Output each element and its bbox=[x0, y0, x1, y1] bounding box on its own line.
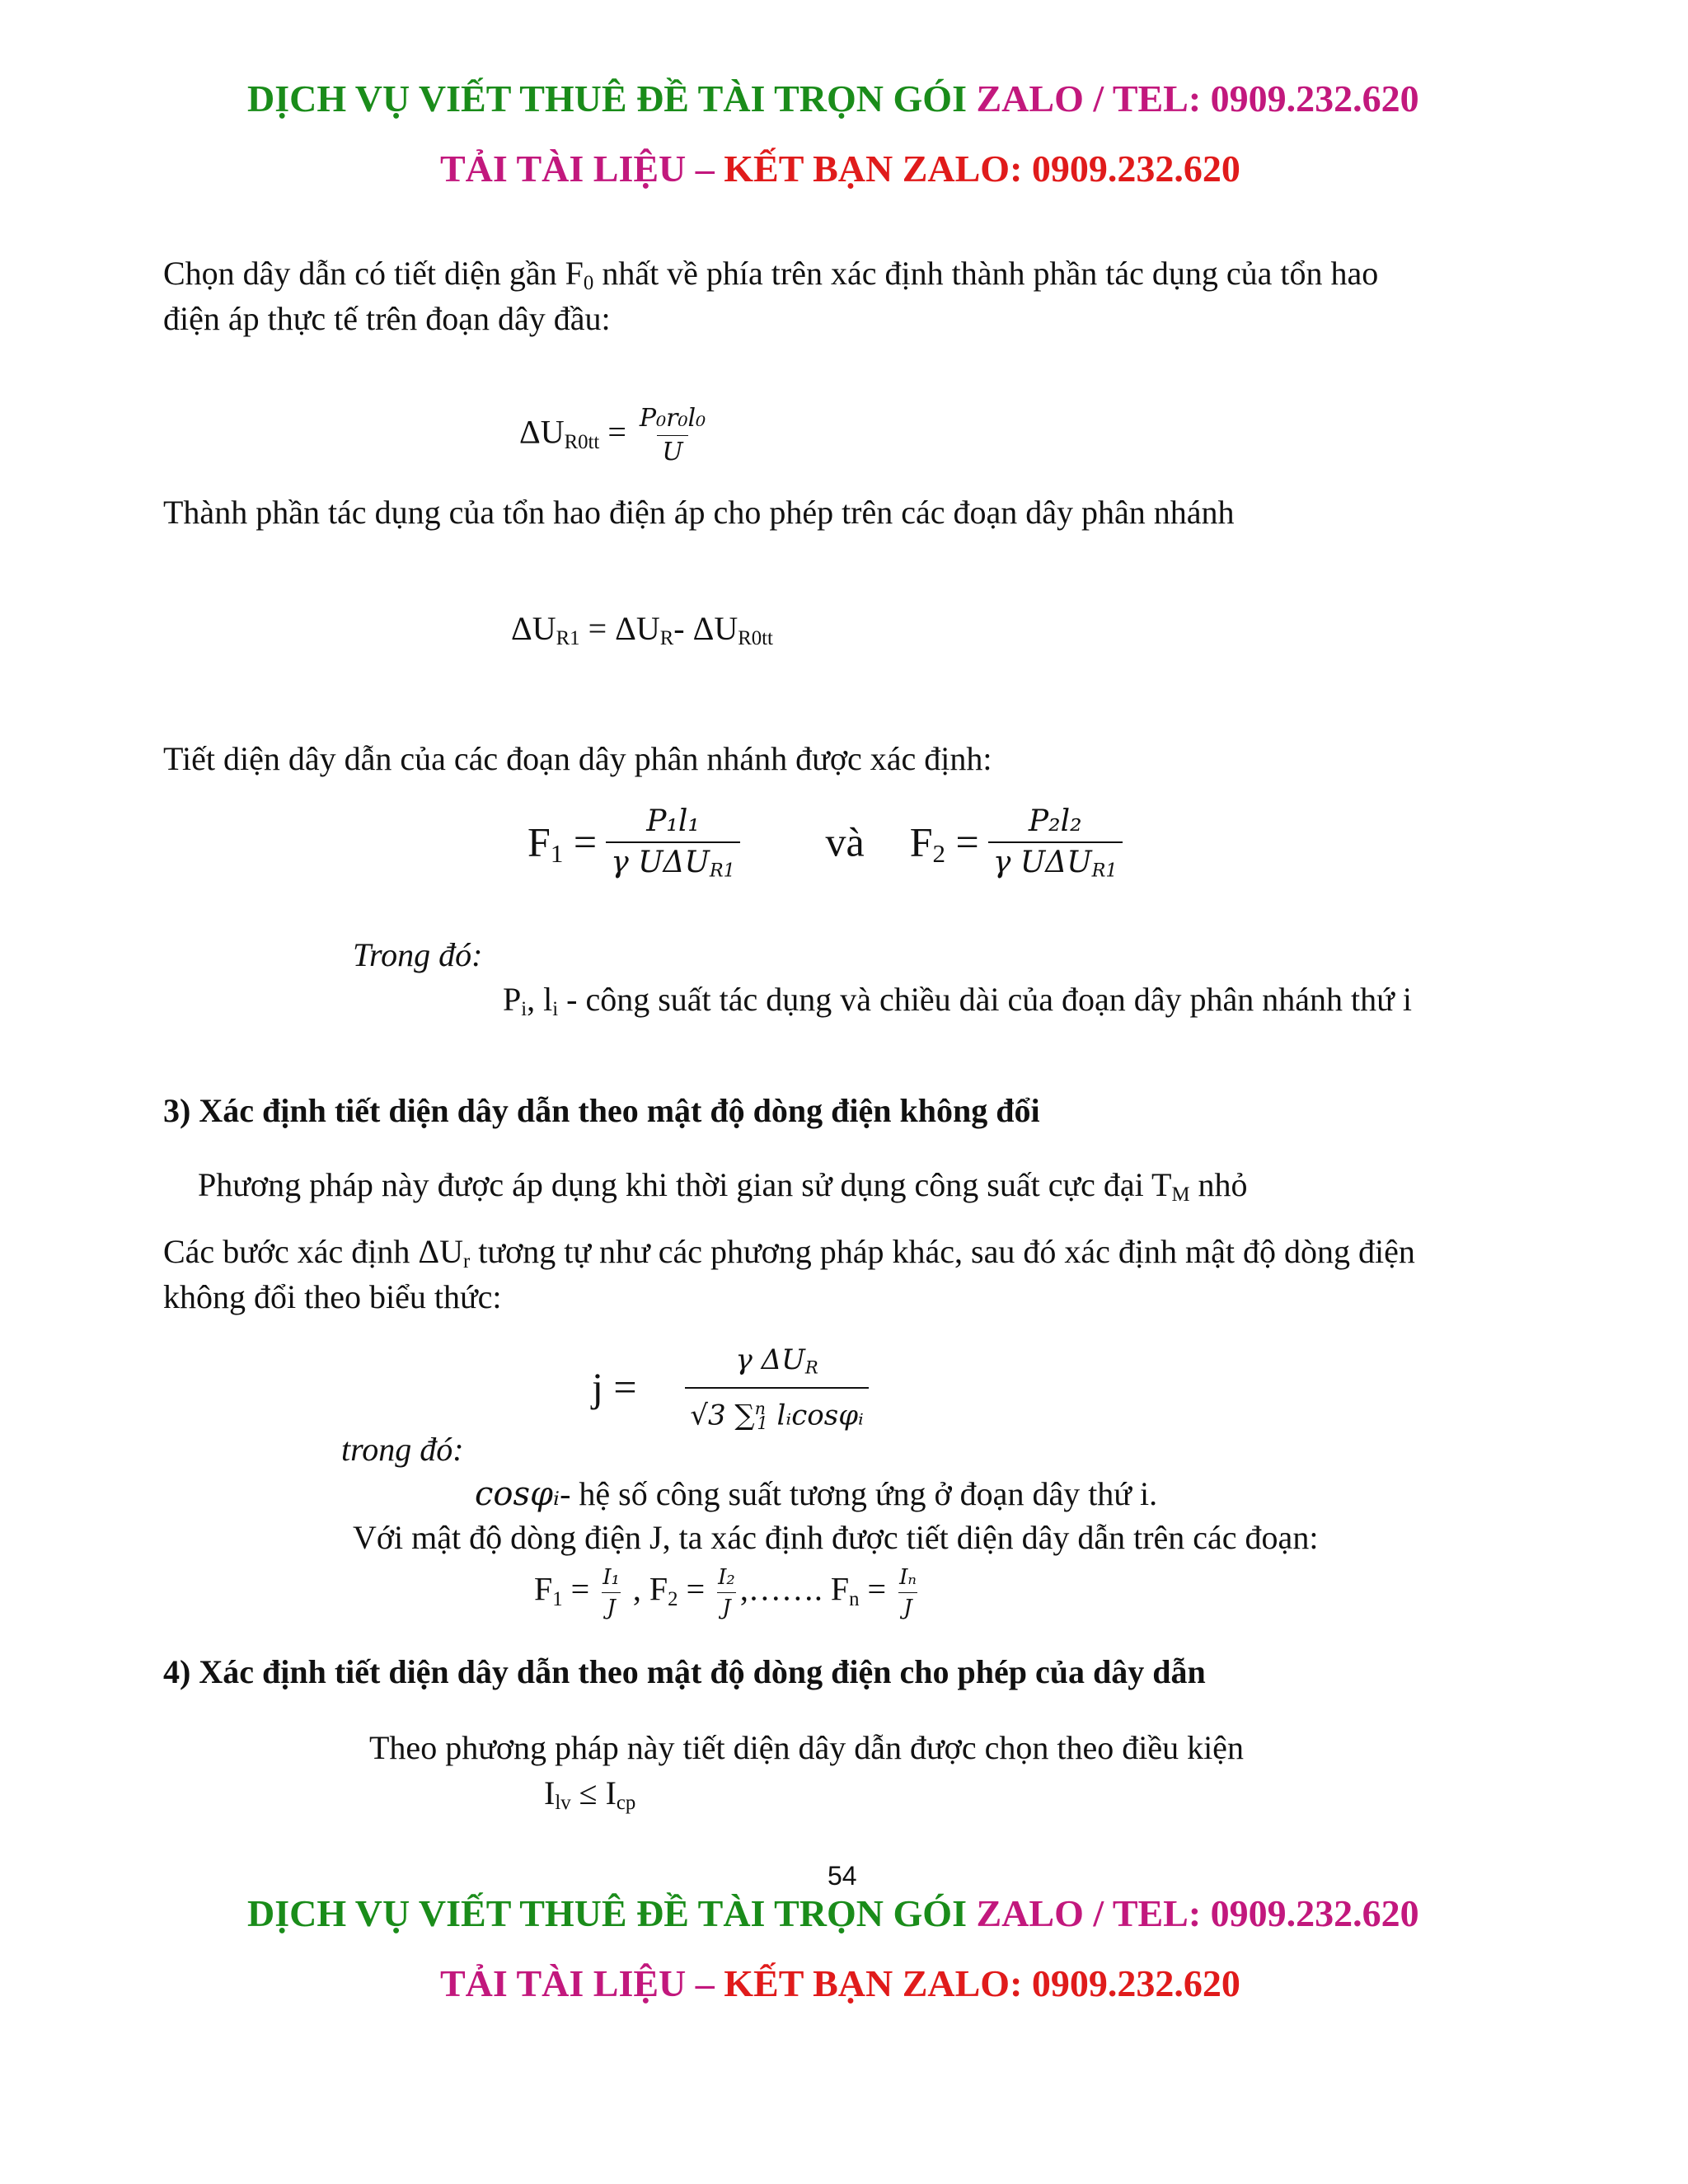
equation-voltage-loss-actual: $\Delta U_{R0tt}$ = $\frac{\text{P₀r₀l₀}}{U}$ bbox=[519, 404, 710, 467]
equation-current-condition: $I_{lv} \le I_{cp}$ bbox=[544, 1774, 636, 1815]
section-heading-3: 3) Xác định tiết diện dây dẫn theo mật độ dòng điện không đổi bbox=[163, 1092, 1040, 1129]
paragraph-3: Tiết diện dây dẫn của các đoạn dây phân nhánh được xác định: bbox=[163, 740, 992, 777]
equation-section-per-segment: $F_1$ = $\frac{\text{I₁}}{J}$ , $F_2$ = $\frac{\text{I₂}}{J}$ ,……. $F_n$ = $\frac{\text{Iₙ}}{J}$ bbox=[534, 1565, 917, 1620]
where-label-1: Trong đó: bbox=[353, 936, 483, 973]
section-heading-4: 4) Xác định tiết diện dây dẫn theo mật độ dòng điện cho phép của dây dẫn bbox=[163, 1653, 1206, 1690]
service-text: DỊCH VỤ VIẾT THUÊ ĐỀ TÀI TRỌN GÓI bbox=[247, 77, 977, 120]
equation-branch-sections: $F_1$ = $\frac{\text{P₁l₁}}{\gamma U\Delta U_{R1}}$ và $F_2$ = $\frac{\text{P₂l₂}}{\gamma U\Delta U_{R1}}$ bbox=[528, 804, 1121, 889]
download-text: TẢI TÀI LIỆU – bbox=[440, 148, 724, 190]
zalo-friend-text: KẾT BẠN ZALO: 0909.232.620 bbox=[724, 148, 1240, 190]
top-banner-line2 bbox=[440, 147, 1240, 190]
fraction: $\frac{\text{P₀r₀l₀}}{U}$ bbox=[639, 404, 706, 466]
where-label-2: trong đó: bbox=[341, 1431, 464, 1468]
equation-current-density: j = $\frac{\gamma \Delta U_R}{√3 \sum^n_1 lᵢ\cos\varphi ᵢ}$ bbox=[592, 1342, 880, 1441]
bottom-banner-line1 bbox=[247, 1891, 1419, 1935]
zalo-tel-text: ZALO / TEL: 0909.232.620 bbox=[976, 1892, 1419, 1934]
page-number: 54 bbox=[828, 1861, 857, 1891]
service-text: DỊCH VỤ VIẾT THUÊ ĐỀ TÀI TRỌN GÓI bbox=[247, 1892, 977, 1934]
equation-allowed-voltage-loss: $\Delta U_{R1} = \Delta U_R-$ $\Delta U_{R0tt}$ bbox=[511, 610, 773, 650]
top-banner-line1 bbox=[247, 77, 1419, 120]
paragraph-2: Thành phần tác dụng của tổn hao điện áp cho phép trên các đoạn dây phân nhánh bbox=[163, 494, 1235, 531]
paragraph-5-line-1: Các bước xác định $\Delta U_r$ tương tự như các phương pháp khác, sau đó xác định mật độ dòng điện bbox=[163, 1233, 1415, 1273]
zalo-tel-text: ZALO / TEL: 0909.232.620 bbox=[976, 77, 1419, 120]
paragraph-4: Phương pháp này được áp dụng khi thời gian sử dụng công suất cực đại $T_M$ nhỏ bbox=[198, 1166, 1248, 1207]
paragraph-7: Theo phương pháp này tiết diện dây dẫn được chọn theo điều kiện bbox=[369, 1729, 1244, 1766]
paragraph-1-line-1: Chọn dây dẫn có tiết diện gần $F_0$ nhất về phía trên xác định thành phần tác dụng của tổn hao bbox=[163, 255, 1379, 295]
download-text: TẢI TÀI LIỆU – bbox=[440, 1962, 724, 2004]
zalo-friend-text: KẾT BẠN ZALO: 0909.232.620 bbox=[724, 1962, 1240, 2004]
bottom-banner-line2 bbox=[440, 1961, 1240, 2005]
paragraph-5-line-2: không đổi theo biểu thức: bbox=[163, 1278, 502, 1315]
definition-branch: $P_i$, $l_i$ - công suất tác dụng và chiều dài của đoạn dây phân nhánh thứ i bbox=[503, 981, 1412, 1021]
paragraph-6: Với mật độ dòng điện J, ta xác định được tiết diện dây dẫn trên các đoạn: bbox=[353, 1519, 1319, 1556]
paragraph-1-line-2: điện áp thực tế trên đoạn dây đầu: bbox=[163, 300, 611, 337]
definition-power-factor: cosφᵢ- hệ số công suất tương ứng ở đoạn dây thứ i. bbox=[475, 1475, 1158, 1513]
